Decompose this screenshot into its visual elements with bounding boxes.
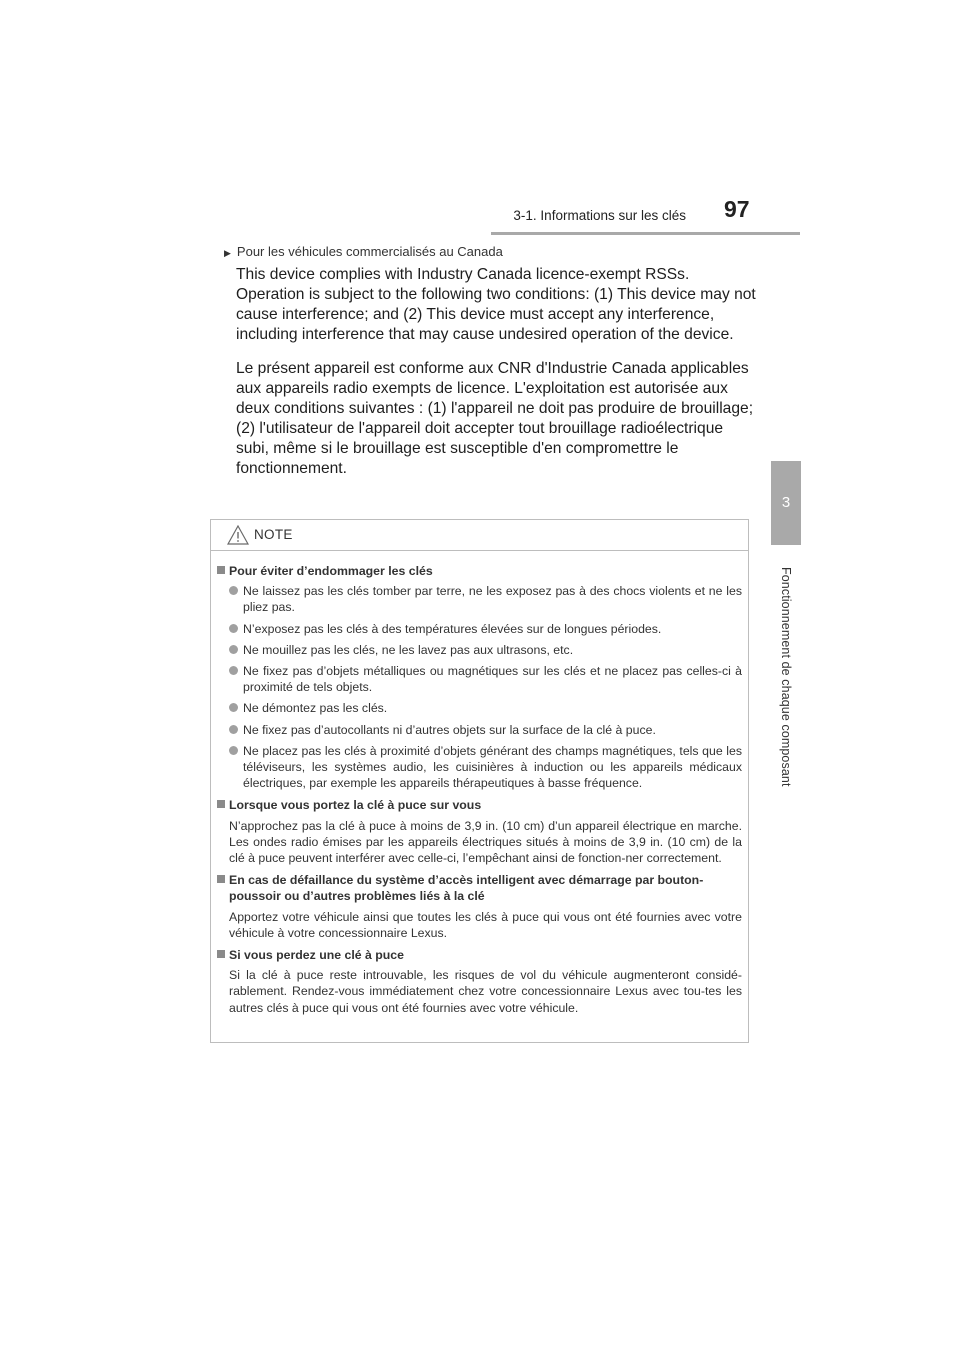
circle-bullet-icon	[229, 703, 238, 712]
note-bullet-text: Ne laissez pas les clés tomber par terre, ne les exposez pas à des chocs violents et ne les pliez pas.	[243, 584, 742, 615]
circle-bullet-icon	[229, 645, 238, 654]
note-paragraph: Apportez votre véhicule ainsi que toutes les clés à puce qui vous ont été fournies avec votre véhicule à votre concessionnaire Lexus.	[229, 909, 742, 940]
notice-english: This device complies with Industry Canada licence-exempt RSSs. Operation is subject to the following two conditions: (1) This device may not cause interference; and (2) This device must accept any interference, including interference that may cause undesired operation of the device.	[236, 266, 756, 343]
note-section-title	[217, 797, 742, 813]
canada-label: Pour les véhicules commercialisés au Canada	[236, 244, 503, 259]
note-section-title-text: Si vous perdez une clé à puce	[229, 948, 404, 963]
triangle-bullet-icon: ▶	[224, 248, 231, 258]
note-paragraph: Si la clé à puce reste introuvable, les risques de vol du véhicule augmenteront considé-rablement. Rendez-vous immédiatement chez votre concessionnaire Lexus avec tou-tes les autres clés à puce qui vous ont été fournies avec votre véhicule.	[229, 968, 742, 1015]
note-bullet	[217, 642, 742, 658]
note-bullet-text: N’exposez pas les clés à des températures élevées sur de longues périodes.	[243, 621, 662, 636]
note-section-title	[217, 563, 742, 579]
note-section	[217, 797, 742, 866]
canada-notice-image	[236, 265, 756, 493]
canada-heading	[224, 244, 503, 259]
note-section-title	[217, 872, 742, 904]
note-bullet-text: Ne démontez pas les clés.	[243, 701, 388, 716]
note-bullet-text: Ne fixez pas d’objets métalliques ou magnétiques sur les clés et ne placez pas celles-ci à proximité de tels objets.	[243, 664, 742, 695]
page-number: 97	[724, 196, 750, 222]
note-section-title-text: Pour éviter d’endommager les clés	[229, 564, 433, 578]
note-box	[210, 519, 749, 1043]
note-header	[211, 520, 748, 551]
note-bullet-text: Ne fixez pas d’autocollants ni d’autres objets sur la surface de la clé à puce.	[243, 722, 656, 737]
square-bullet-icon	[217, 875, 225, 883]
note-bullet	[217, 743, 742, 792]
note-section	[217, 563, 742, 791]
square-bullet-icon	[217, 566, 225, 574]
circle-bullet-icon	[229, 725, 238, 734]
chapter-side-label	[771, 554, 801, 800]
note-section-title-text: En cas de défaillance du système d’accès intelligent avec démarrage par bouton-poussoir ou d’autres problèmes liés à la clé	[229, 873, 704, 904]
note-section	[217, 872, 742, 941]
note-bullet	[217, 621, 742, 637]
note-label: NOTE	[254, 527, 293, 542]
note-section-title-text: Lorsque vous portez la clé à puce sur vous	[229, 798, 482, 813]
section-title: 3-1. Informations sur les clés	[513, 208, 686, 223]
square-bullet-icon	[217, 800, 225, 808]
header-divider	[491, 232, 800, 235]
note-bullet	[217, 583, 742, 615]
note-bullet-text: Ne placez pas les clés à proximité d’objets générant des champs magnétiques, tels que les téléviseurs, les systèmes audio, les cuisinières à induction ou les appareils médicaux électriques, par exemple les appareils thérapeutiques à basse fréquence.	[243, 743, 742, 791]
warning-icon	[227, 525, 249, 545]
circle-bullet-icon	[229, 746, 238, 755]
note-section-title	[217, 947, 742, 963]
note-body	[211, 551, 748, 1016]
circle-bullet-icon	[229, 586, 238, 595]
note-bullet	[217, 722, 742, 738]
chapter-number-tab: 3	[771, 461, 801, 545]
circle-bullet-icon	[229, 624, 238, 633]
square-bullet-icon	[217, 950, 225, 958]
chapter-title: Fonctionnement de chaque composant	[779, 567, 793, 787]
note-bullet	[217, 663, 742, 695]
notice-french: Le présent appareil est conforme aux CNR d'Industrie Canada applicables aux appareils radio exempts de licence. L'exploitation est autorisée aux deux conditions suivantes : (1) l'appareil ne doit pas produire de brouillage; (2) l'utilisateur de l'appareil doit accepter tout brouillage radioélectrique subi, même si le brouillage est susceptible d'en compromettre le fonctionnement.	[236, 360, 754, 477]
note-section	[217, 947, 742, 1016]
note-paragraph: N’approchez pas la clé à puce à moins de 3,9 in. (10 cm) d’un appareil électrique en marche. Les ondes radio émises par les appareils électriques situés à moins de 3,9 in. (10 cm) de la clé à puce peuvent interférer avec celle-ci, l’empêchant ainsi de fonction-ner correctement.	[229, 818, 742, 866]
circle-bullet-icon	[229, 666, 238, 675]
note-bullet-text: Ne mouillez pas les clés, ne les lavez pas aux ultrasons, etc.	[243, 642, 574, 657]
note-bullet	[217, 700, 742, 716]
